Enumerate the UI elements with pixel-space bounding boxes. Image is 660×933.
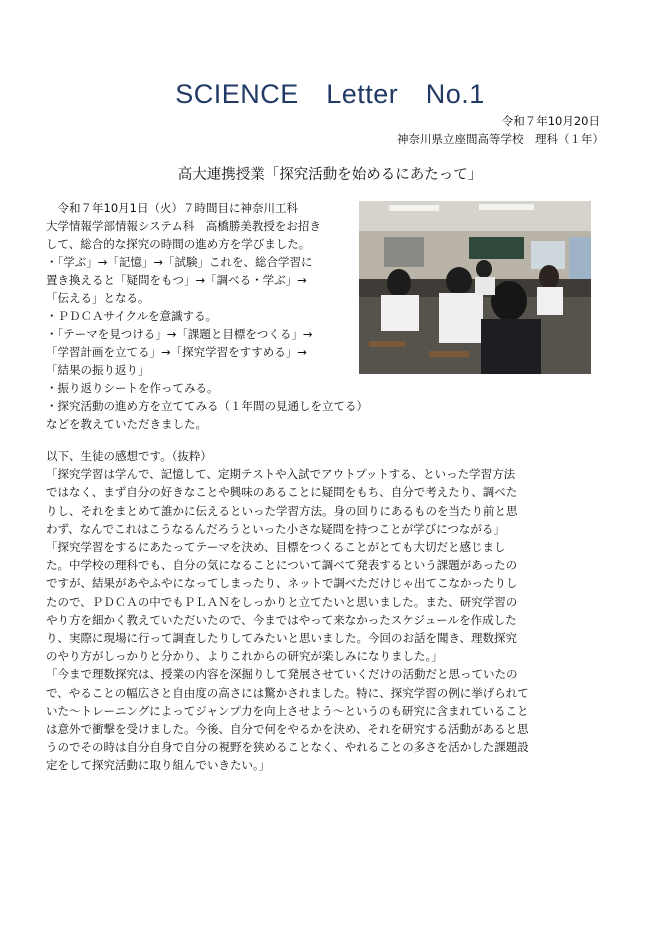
letter-title: SCIENCE Letter No.1 bbox=[175, 79, 485, 109]
impression-line: のやり方がしっかりと分かり、よりこれからの研究が楽しみになりました。」 bbox=[46, 649, 443, 664]
intro-paragraph bbox=[46, 199, 366, 379]
intro-line: 大学情報学部情報システム科 高橋勝美教授をお招き bbox=[46, 219, 321, 233]
article-heading: 高大連携授業「探究活動を始めるにあたって」 bbox=[177, 167, 483, 183]
school-name: 神奈川県立座間高等学校 理科（１年） bbox=[397, 132, 604, 146]
impression-line: ではなく、まず自分の好きなことや興味のあることに疑問をもち、自分で考えたり、調べた bbox=[46, 485, 518, 500]
intro-line: などを教えていただきました。 bbox=[46, 417, 207, 431]
impression-line: 定をして探究活動に取り組んでいきたい。」 bbox=[46, 758, 271, 773]
intro-line: 「学習計画を立てる」→「探究学習をすすめる」→ bbox=[46, 345, 307, 359]
classroom-photo bbox=[359, 201, 591, 374]
intro-line: 置き換えると「疑問をもつ」→「調べる・学ぶ」→ bbox=[46, 273, 307, 287]
impression-line: うのでその時は自分自身で自分の視野を狭めることなく、やれることの多さを活かした課題設 bbox=[46, 740, 529, 755]
impression-line: やり方を細かく教えていただいたので、今まではやって来なかったスケジュールを作成した bbox=[46, 612, 517, 627]
intro-line: 「伝える」となる。 bbox=[46, 291, 150, 305]
impression-line: 「探究学習は学んで、記憶して、定期テストや入試でアウトプットする、といった学習方法 bbox=[46, 467, 516, 482]
impression-line: で、やることの幅広さと自由度の高さには驚かされました。特に、探究学習の例に挙げられて bbox=[46, 685, 529, 700]
intro-line: して、総合的な探究の時間の進め方を学びました。 bbox=[46, 237, 311, 251]
impression-line: ですが、結果があやふやになってしまったり、ネットで調べただけじゃ出てこなかったりし bbox=[46, 576, 518, 591]
intro-line: ・ＰＤＣＡサイクルを意識する。 bbox=[46, 309, 218, 323]
intro-line: 「結果の振り返り」 bbox=[46, 363, 150, 377]
intro-line: ・探究活動の進め方を立ててみる（１年間の見通しを立てる） bbox=[46, 399, 368, 413]
impression-line: り、実際に現場に行って調査したりしてみたいと思いました。今回のお話を聞き、理数探究 bbox=[46, 631, 518, 646]
impression-line: 「探究学習をするにあたってテーマを決め、目標をつくることがとても大切だと感じまし bbox=[46, 540, 506, 555]
impression-line: いた～トレーニングによってジャンプ力を向上させよう～というのも研究に含まれていること bbox=[46, 703, 529, 718]
impression-line: 「今まで理数探究は、授業の内容を深掘りして発展させていくだけの活動だと思っていたの bbox=[46, 667, 518, 682]
intro-line: ・「テーマを見つける」→「課題と目標をつくる」→ bbox=[46, 327, 313, 341]
impression-line: わず、なんでこれはこうなるんだろうといった小さな疑問を持つことが学びにつながる」 bbox=[46, 521, 505, 536]
impression-line: 以下、生徒の感想です。（抜粋） bbox=[46, 449, 212, 463]
intro-continued bbox=[46, 379, 406, 433]
impression-line: は意外で衝撃を受けました。今後、自分で何をやるかを決め、それを研究する活動があると思 bbox=[46, 722, 529, 737]
impression-line: た。中学校の理科でも、自分の気になることについて調べて発表するという課題があったの bbox=[46, 558, 518, 573]
impression-line: たので、ＰＤＣＡの中でもＰＬＡＮをしっかりと立てたいと思いました。また、研究学習の bbox=[46, 594, 518, 609]
intro-line: 令和７年10月1日（火）７時間目に神奈川工科 bbox=[46, 201, 298, 215]
intro-line: ・「学ぶ」→「記憶」→「試験」これを、総合学習に bbox=[46, 255, 313, 269]
intro-line: ・振り返りシートを作ってみる。 bbox=[46, 381, 219, 395]
issue-date: 令和７年10月20日 bbox=[501, 114, 600, 128]
impression-line: りし、それをまとめて誰かに伝えるといった学習方法。身の回りにあるものを当たり前と思 bbox=[46, 503, 518, 518]
student-impressions bbox=[46, 447, 616, 775]
